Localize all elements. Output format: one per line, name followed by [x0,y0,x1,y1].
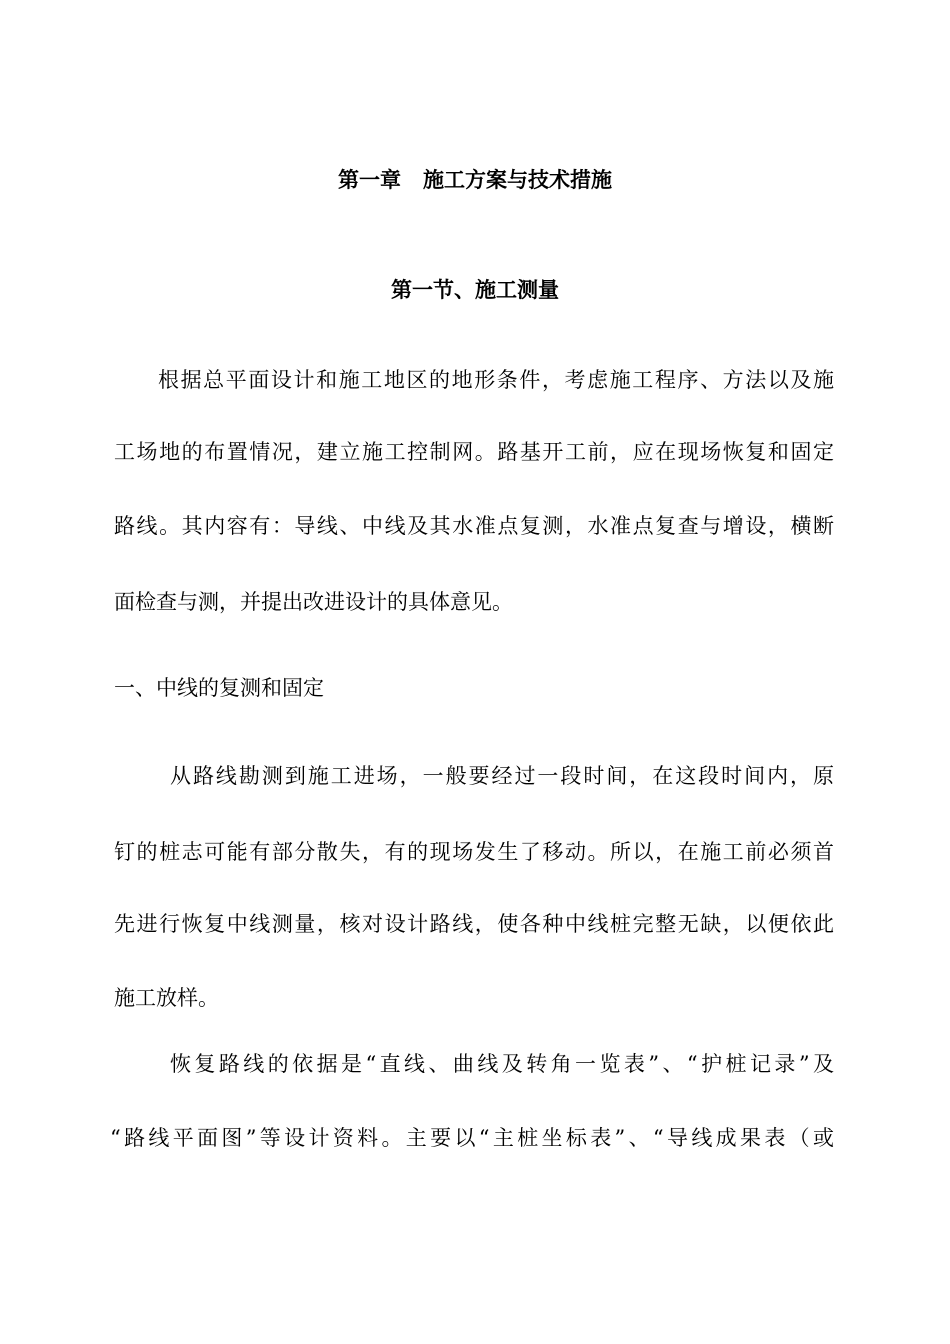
section-title: 第一节、施工测量 [391,277,559,302]
paragraph-1-line-3: 路线。其内容有：导线、中线及其水准点复测，水准点复查与增设，横断 [114,514,834,538]
subheading-centerline-survey: 一、中线的复测和固定 [114,676,324,700]
chapter-title: 第一章 施工方案与技术措施 [338,167,612,192]
paragraph-2-line-3: 先进行恢复中线测量，核对设计路线，使各种中线桩完整无缺，以便依此 [114,912,834,936]
paragraph-2-line-1: 从路线勘测到施工进场，一般要经过一段时间，在这段时间内，原 [170,764,834,788]
paragraph-3-line-1: 恢复路线的依据是“直线、曲线及转角一览表”、“护桩记录”及 [170,1052,834,1076]
paragraph-1-line-4: 面检查与测，并提出改进设计的具体意见。 [114,590,513,614]
paragraph-1-line-1: 根据总平面设计和施工地区的地形条件，考虑施工程序、方法以及施 [158,368,834,392]
paragraph-1-line-2: 工场地的布置情况，建立施工控制网。路基开工前，应在现场恢复和固定 [114,440,834,464]
paragraph-3-line-2: “路线平面图”等设计资料。主要以“主桩坐标表”、“导线成果表（或 [110,1126,834,1150]
paragraph-2-line-2: 钉的桩志可能有部分散失，有的现场发生了移动。所以，在施工前必须首 [114,840,834,864]
paragraph-2-line-4: 施工放样。 [114,986,219,1010]
